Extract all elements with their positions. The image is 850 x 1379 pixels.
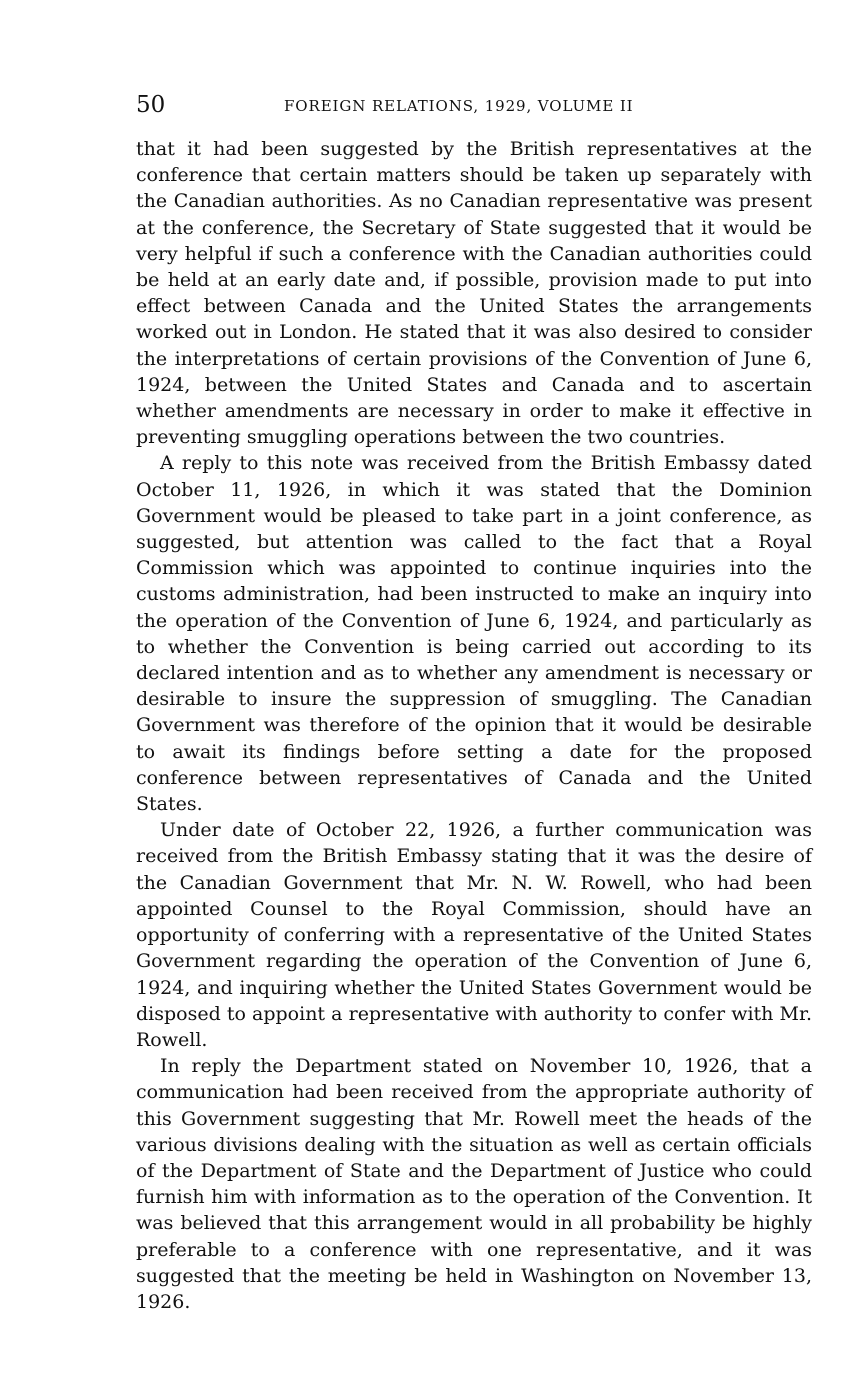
- paragraph-october-communication: Under date of October 22, 1926, a further communication was received from the British Embassy stating that it was the desire of the Canadian Government that Mr. N. W. Rowell, who had been appointed Counsel to the Royal Commission, should have an opportunity of conferring with a representative of the United States Government regarding the operation of the Convention of June 6, 1924, and inquiring whether the United States Government would be disposed to appoint a representative with authority to confer with Mr. Rowell.: [136, 819, 812, 1051]
- running-head: FOREIGN RELATIONS, 1929, VOLUME II: [284, 97, 634, 115]
- page-header: [136, 91, 812, 121]
- paragraph-department-reply: In reply the Department stated on November 10, 1926, that a communication had been received from the appropriate authority of this Government suggesting that Mr. Rowell meet the heads of the various divisions dealing with the situation as well as certain officials of the Department of State and the Department of Justice who could furnish him with information as to the operation of the Convention. It was believed that this arrangement would in all probability be highly preferable to a conference with one representative, and it was suggested that the meeting be held in Washington on November 13, 1926.: [136, 1055, 812, 1313]
- paragraph-british-embassy-reply: A reply to this note was received from the British Embassy dated October 11, 1926, in which it was stated that the Dominion Government would be pleased to take part in a joint conference, as suggested, but attention was called to the fact that a Royal Commission which was appointed to continue inquiries into the customs administration, had been instructed to make an inquiry into the operation of the Convention of June 6, 1924, and particularly as to whether the Convention is being carried out according to its declared intention and as to whether any amendment is necessary or desirable to insure the suppression of smuggling. The Canadian Government was therefore of the opinion that it would be desirable to await its findings before setting a date for the proposed conference between representatives of Canada and the United States.: [136, 452, 812, 816]
- page-number: 50: [136, 92, 166, 118]
- body-text: [136, 136, 812, 1315]
- paragraph-continued: that it had been suggested by the British representatives at the conference that certain matters should be taken up separately with the Canadian authorities. As no Canadian representative was present at the conference, the Secretary of State suggested that it would be very helpful if such a conference with the Canadian authorities could be held at an early date and, if possible, provision made to put into effect between Canada and the United States the arrangements worked out in London. He stated that it was also desired to consider the interpretations of certain provisions of the Convention of June 6, 1924, between the United States and Canada and to ascertain whether amendments are necessary in order to make it effective in preventing smuggling operations between the two countries.: [136, 138, 812, 449]
